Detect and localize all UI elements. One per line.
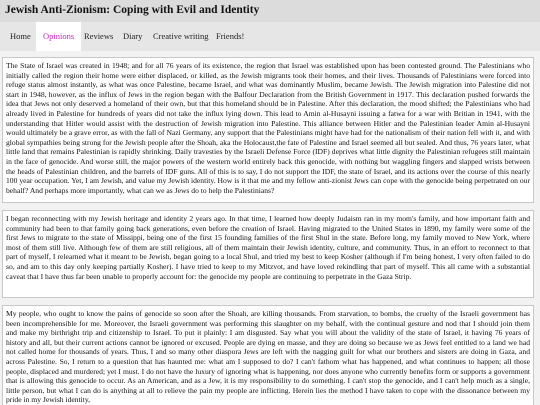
post-card bbox=[2, 57, 534, 203]
site-title: Jewish Anti-Zionism: Coping with Evil and Identity bbox=[5, 4, 260, 16]
post-card bbox=[2, 305, 534, 405]
site-header bbox=[0, 0, 540, 22]
nav-diary[interactable]: Diary bbox=[123, 31, 143, 41]
nav-bar bbox=[0, 22, 540, 51]
post-text: My people, who ought to know the pains of genocide so soon after the Shoah, are killing thousands. From starvation, to bombs, the cruelty of the Israeli government has been incomprehensible for me. Moreover, the Israeli government was performing this slaughter on my behalf, with the continual gesture and nod that I should join them and make my birthright trip and citizenship to Israel. To put it plainly: I am disgusted. Say what you will about the validity of the state of Israel, it having 76 years of history and all, but their current actions cannot be ignored or excused. People are dying en masse, and they are doing so because we as Jews feel entitled to a land we had not called home for thousands of years. Thus, I and so many other diaspora Jews are left with the nagging guilt for what our brothers and sisters are doing in Gaza, and across Palestine. So, I return to a question that has haunted me: what am I supposed to do? I can't fathom what has happened, and what continues to happen; all those people, displaced and murdered; yet I must. I do not have the luxury of ignoring what is happening, nor does anyone who currently benefits form or supports a government that is allowing this genocide to occur. As an American, and as a Jew, it is my responsibility to do something. I can't stop the genocide, and I can't help much as a single, little person, but what I can do is anything at all to relieve the pain my people are inflicting. Herein lies the method I have taken to cope with the dissonance between my pride in my Jewish identity, bbox=[6, 309, 530, 405]
post-text: I began reconnecting with my Jewish heritage and identity 2 years ago. In that time, I learned how deeply Judaism ran in my mom's family, and how important faith and community had been to that family going back generations, even before the creation of Israel. Having migrated to the United States in 1890, my family were some of the first Jews to migrate to the state of Missippi, being one of the first 15 founding families of the first Shul in the state. Before long, my family moved to New York, where most of them still live. Although few of them are still religious, all of them maintain their Jewish identity, culture, and community. Thus, in an effort to reconnect to that part of myself, I relearned what it meant to be Jewish, began going to a local Shul, and tried my best to keep Kosher (although if I'm being honest, I very often failed to do so, and am to this day only keeping partially Kosher). I have tried to keep to my Mitzvot, and have loved rekindling that part of myself. This all came with a substantial caveat that I have thus far been unable to properly account for: the genocide my people are continuing to perpetrate in the Gaza Strip. bbox=[6, 214, 530, 281]
nav-reviews[interactable]: Reviews bbox=[84, 31, 114, 41]
post-card bbox=[2, 210, 534, 298]
nav-creative-writing[interactable]: Creative writing bbox=[153, 31, 209, 41]
nav-opinions[interactable]: Opinions bbox=[36, 22, 81, 51]
nav-home[interactable]: Home bbox=[10, 31, 31, 41]
nav-friends[interactable]: Friends! bbox=[216, 31, 245, 41]
post-text: The State of Israel was created in 1948; and for all 76 years of its existence, the region that Israel was established upon has been contested ground. The Palestinians who initially called the region their home were either displaced, or killed, as the Jewish migrants took their homes, and their lives. Thousands of Palestinians were forced into refuge status almost instantly, as what was once Palestine, became Israel, and what was dominantly Muslim, became Jewish. The Jewish migration into Palestine did not start in 1948, however, as the influx of Jews in the region began with the Balfour Declaration from the British Government in 1917. This declaration pushed forwards the idea that Jews not only deserved a homeland of their own, but that this homeland should be in Palestine. After this declaration, the mood shifted; the Palestinians who had already lived in Palestine for hundreds of years did not take the influx lying down. This lead to Amin al-Husayni issuing a fatwa for a war with Britian in 1941, with the understanding that Hitler would assist with the destruction of Jewish migration into Palestine. This alliance between Hitler and the Palestinian leader Amin al-Husayni would ultimately be a grave error, as with the fall of Nazi Germany, any support that the Palestinians might have had for the nationalism of their nation fell with it, and with global sympathies being strong for the Jewish people after the Shoah, aka the Holocaust,the fate of Palestine and Israel seemed all but sealed. And thus, 76 years later, what little land that remains Palestinian is rapidly shrinking. Daily travesties by the Israeli Defense Force (IDF) deprives what little dignity the Palestinian refugees still maintain in the face of genocide. And worse still, the major powers of the western world entirely back this genocide, with nothing but waggling fingers and slapped wrists between the heads of Palestinian children, and the barrels of IDF guns. All of this is to say, I do not support the IDF, the state of Israel, and its actions over the course of this nearly 100 year occupation. Yet, I am Jewish, and value my Jewish identity. How is it that me and my fellow anti-zionist Jews can cope with the genocide being perpetrated on our behalf? And perhaps more importantly, what can we as Jews do to help the Palestinians? bbox=[6, 61, 530, 195]
